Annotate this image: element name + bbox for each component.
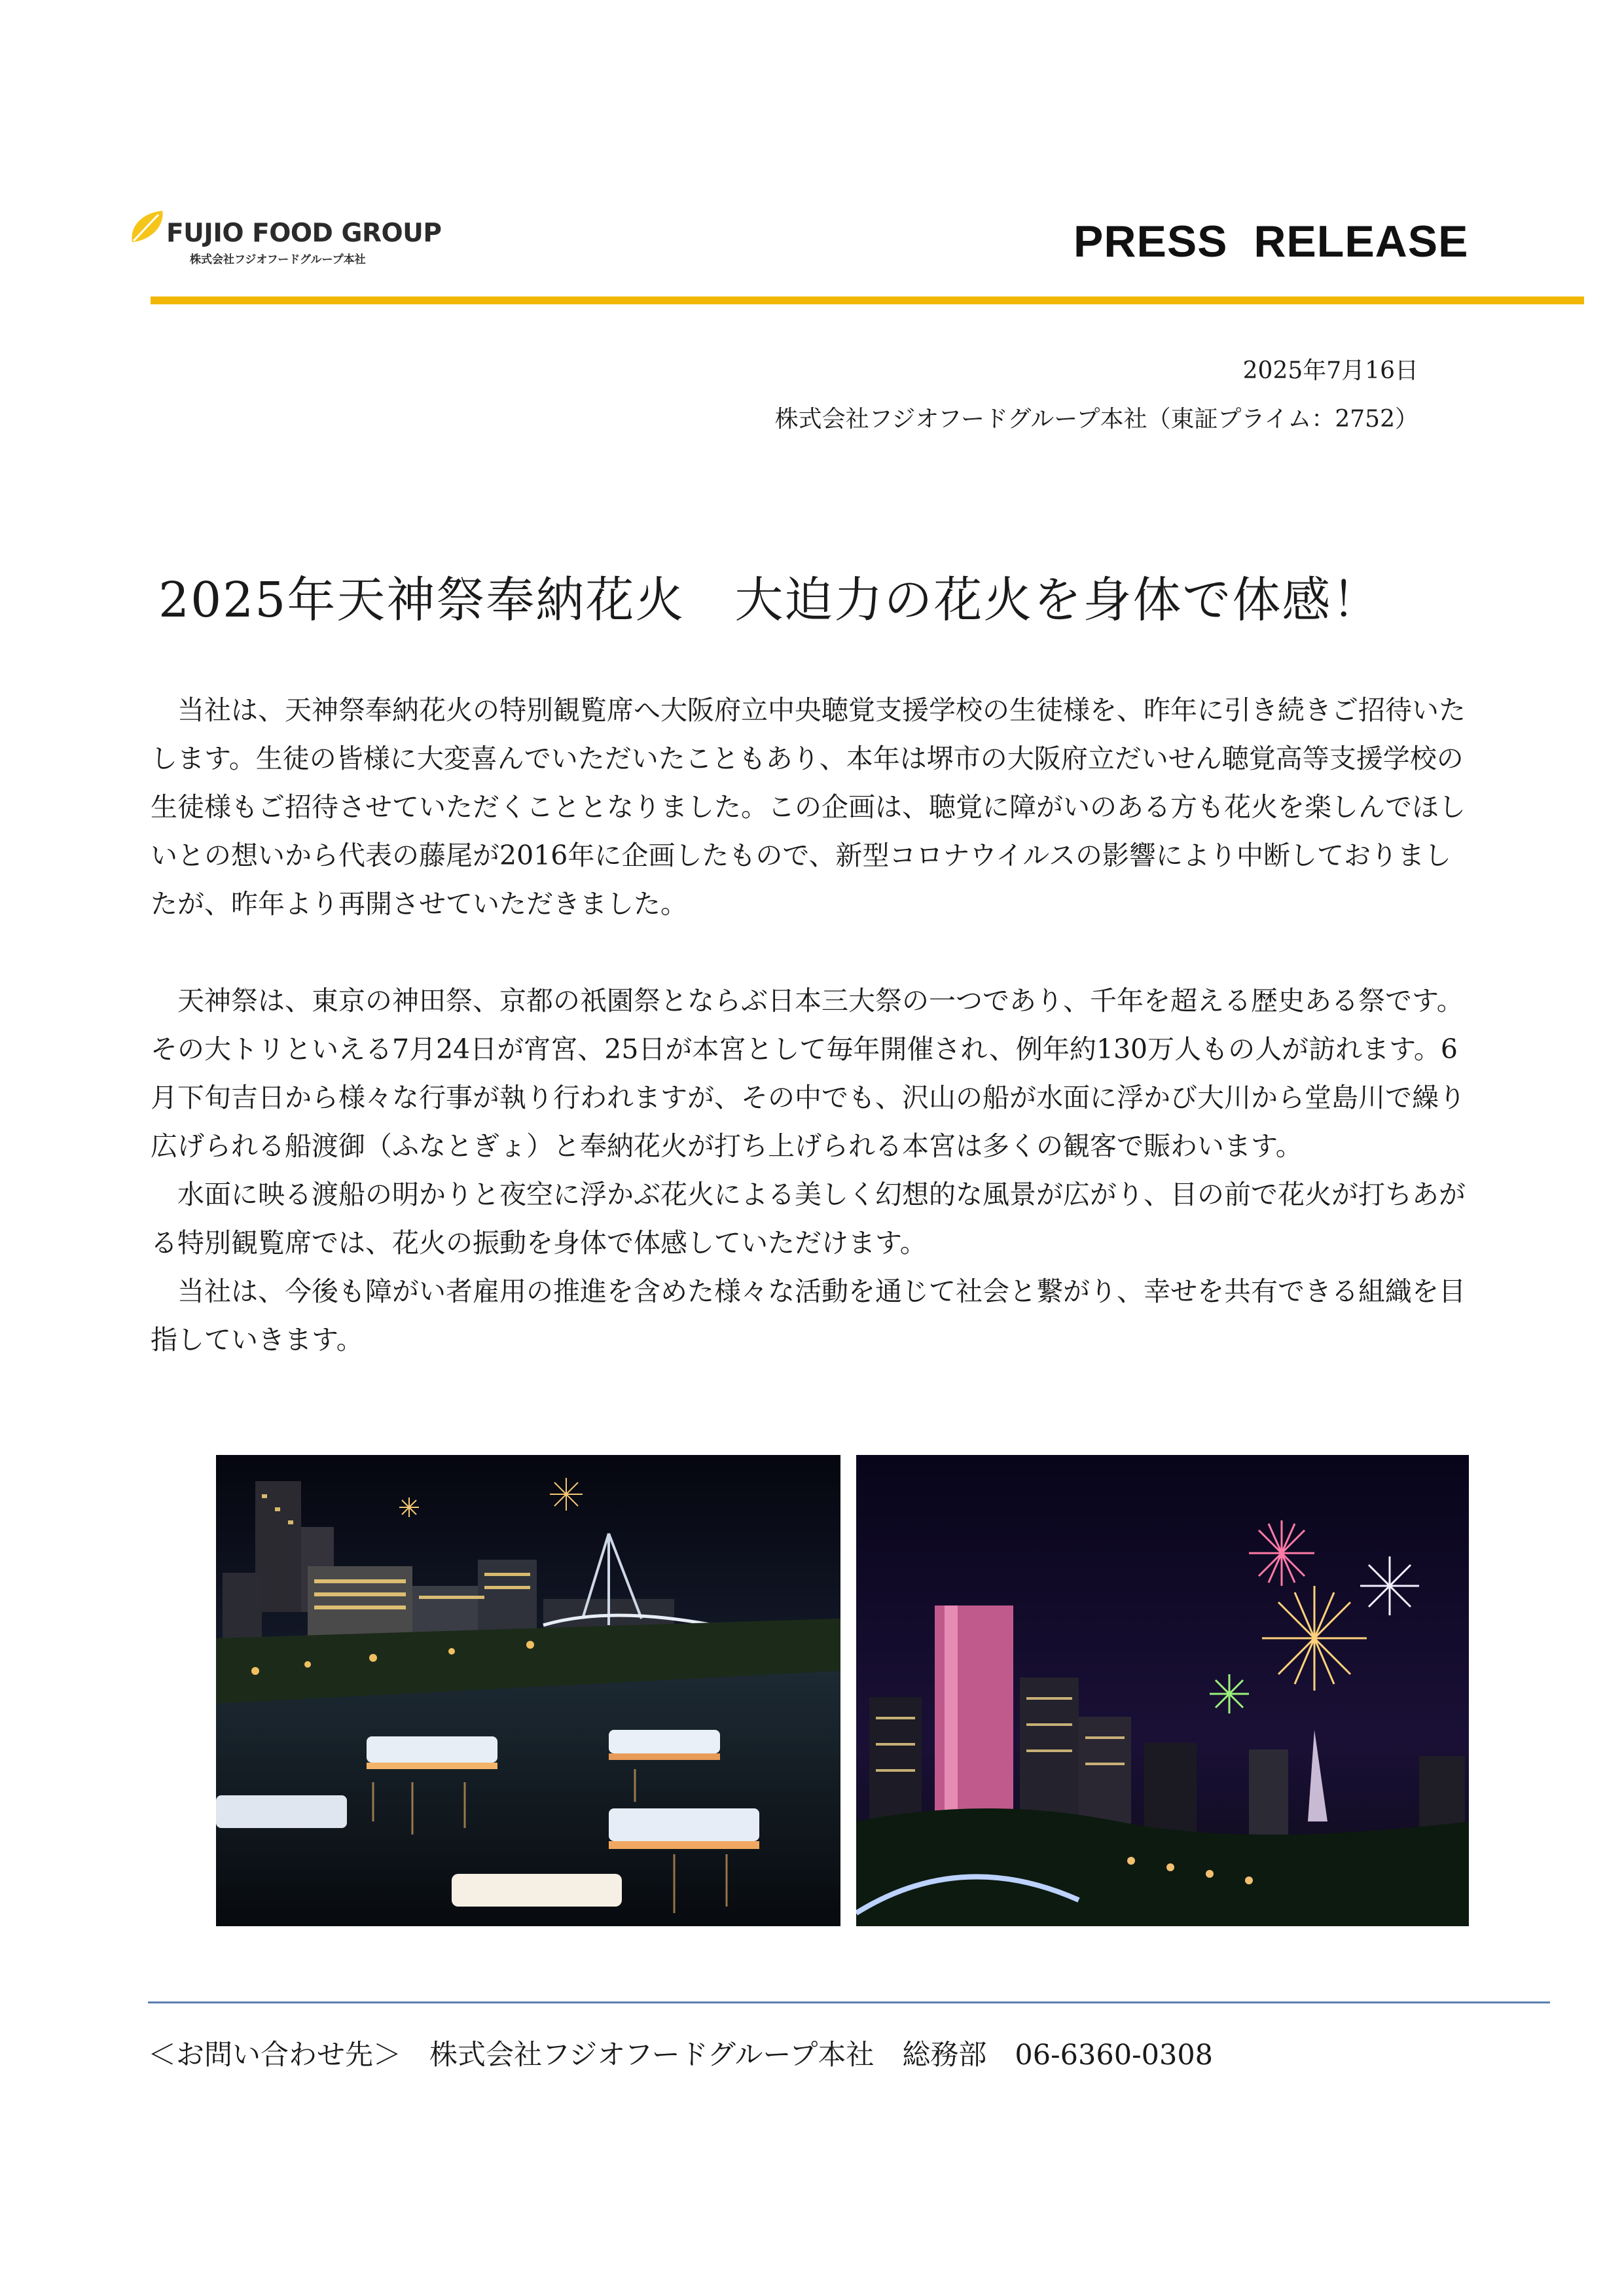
fireworks-skyline-photo <box>856 1455 1469 1926</box>
body-paragraph: 天神祭は、東京の神田祭、京都の祇園祭とならぶ日本三大祭の一つであり、千年を超える歴史ある祭です。その大トリといえる7月24日が宵宮、25日が本宮として毎年開催され、例年約130万人もの人が訪れます。6月下旬吉日から様々な行事が執り行われますが、その中でも、沢山の船が水面に浮かび大川から堂島川で繰り広げられる船渡御（ふなとぎょ）と奉納花火が打ち上げられる本宮は多くの観客で賑わいます。 <box>151 985 1466 1162</box>
release-date: 2025年7月16日 <box>1242 357 1418 384</box>
page-title: 2025年天神祭奉納花火 大迫力の花火を身体で体感！ <box>158 572 1382 628</box>
body-paragraph: 当社は、今後も障がい者雇用の推進を含めた様々な活動を通じて社会と繋がり、幸せを共有できる組織を目指していきます。 <box>151 1276 1466 1355</box>
fireworks-river-photo <box>216 1455 840 1926</box>
footer-divider <box>148 2001 1550 2003</box>
contact-info: ＜お問い合わせ先＞ 株式会社フジオフードグループ本社 総務部 06-6360-0308 <box>148 2039 1214 2072</box>
body-paragraph: 当社は、天神祭奉納花火の特別観覧席へ大阪府立中央聴覚支援学校の生徒様を、昨年に引き続きご招待いたします。生徒の皆様に大変喜んでいただいたこともあり、本年は堺市の大阪府立だいせん聴覚高等支援学校の生徒様もご招待させていただくこととなりました。この企画は、聴覚に障がいのある方も花火を楽しんでほしいとの想いから代表の藤尾が2016年に企画したもので、新型コロナウイルスの影響により中断しておりましたが、昨年より再開させていただきました。 <box>151 694 1466 920</box>
issuer-line: 株式会社フジオフードグループ本社（東証プライム：2752） <box>774 406 1418 433</box>
company-logo-subtitle: 株式会社フジオフードグループ本社 <box>190 253 366 266</box>
body-text <box>151 686 1470 1364</box>
body-paragraph: 水面に映る渡船の明かりと夜空に浮かぶ花火による美しく幻想的な風景が広がり、目の前で花火が打ちあがる特別観覧席では、花火の振動を身体で体感していただけます。 <box>151 1179 1466 1259</box>
press-release-heading: PRESS RELEASE <box>1074 217 1469 266</box>
company-logo-name: FUJIO FOOD GROUP <box>166 219 442 248</box>
header-divider <box>151 296 1584 304</box>
company-logo-icon <box>128 208 168 247</box>
